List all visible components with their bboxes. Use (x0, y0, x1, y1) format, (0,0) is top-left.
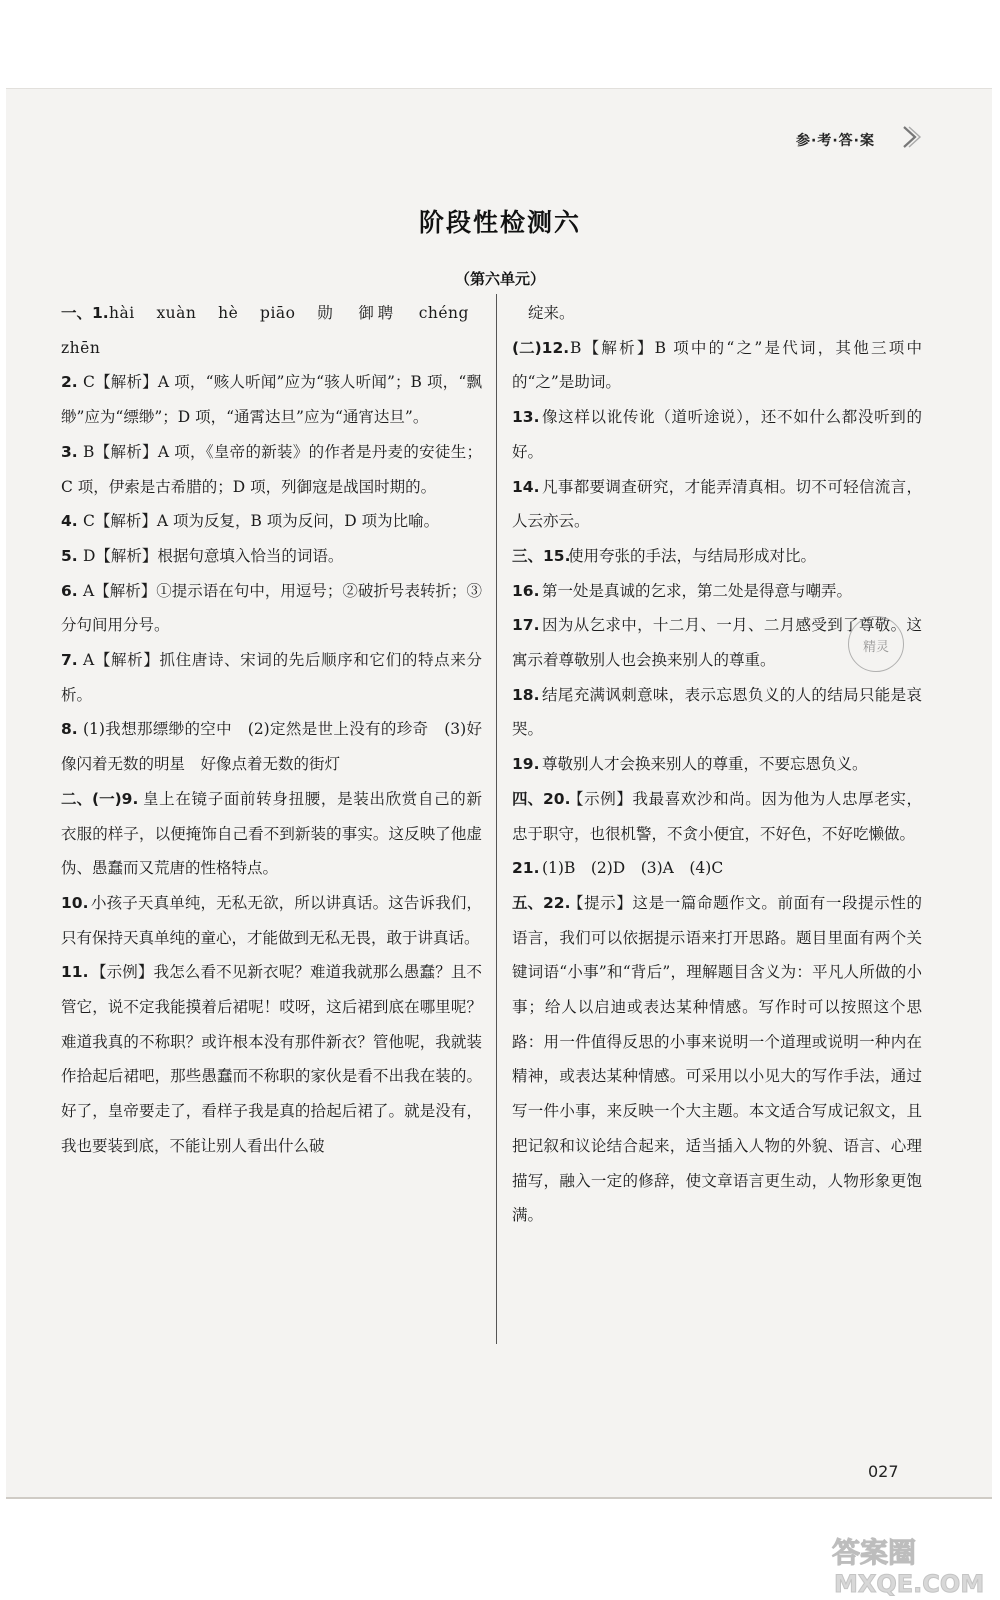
column-divider (496, 294, 497, 1344)
item-number: 17. (512, 616, 540, 635)
pinyin-word: piāo (260, 304, 296, 322)
item-text: 使用夸张的手法，与结局形成对比。 (568, 546, 817, 565)
answer-item (61, 782, 482, 886)
svg-text:MXQE.COM: MXQE.COM (834, 1570, 985, 1598)
answer-item (512, 747, 922, 782)
top-margin (0, 0, 1000, 90)
item-number: 18. (512, 685, 540, 704)
svg-text:答案圈: 答案圈 (832, 1536, 917, 1569)
pinyin-word: 御聘 (358, 304, 397, 322)
item-number: 五、22. (512, 893, 571, 912)
pinyin-word: hài (109, 304, 135, 322)
item-number: 7. (61, 651, 78, 670)
item-text: 凡事都要调查研究，才能弄清真相。切不可轻信流言，人云亦云。 (512, 477, 922, 531)
answer-item (61, 574, 482, 643)
item-number: 8. (61, 720, 78, 739)
answer-item-1 (61, 296, 482, 365)
answer-item (512, 678, 922, 747)
item-number: 4. (61, 512, 78, 531)
item-number: (二)12. (512, 338, 570, 357)
answer-item (61, 435, 482, 504)
item-text: B【解析】B 项中的“之”是代词，其他三项中的“之”是助词。 (512, 338, 922, 392)
item-text: C【解析】A 项，“赅人听闻”应为“骇人听闻”；B 项，“飘缈”应为“缥缈”；D 项，“通霄达旦”应为“通宵达旦”。 (61, 373, 482, 427)
item-number: 16. (512, 581, 540, 600)
item-number: 10. (61, 893, 89, 912)
item-number: 二、(一)9. (61, 789, 139, 808)
answer-item (61, 365, 482, 434)
item-number: 2. (61, 373, 78, 392)
stamp-seal (848, 616, 904, 672)
answer-item (512, 331, 922, 400)
answer-item (512, 400, 922, 469)
page-title: 阶段性检测六 (418, 208, 581, 237)
item-number: 14. (512, 477, 540, 496)
item-number: 6. (61, 581, 78, 600)
pinyin-word: 勋 (317, 304, 337, 322)
chevron-right-icon (898, 124, 924, 150)
page-number: 027 (868, 1462, 899, 1481)
item-text: (1)B (2)D (3)A (4)C (542, 859, 724, 878)
item-text: 【示例】我怎么看不见新衣呢？难道我就那么愚蠢？且不管它，说不定我能摸着后裙呢！哎呀，这后裙到底在哪里呢？难道我真的不称职？或许根本没有那件新衣？管他呢，我就装作拾起后裙吧，那些愚蠢而不称职的家伙是看不出我在装的。好了，皇帝要走了，看样子我是真的拾起后裙了。就是没有，我也要装到底，不能让别人看出什么破 (61, 963, 482, 1155)
item-number: 19. (512, 755, 540, 774)
item-number: 三、15. (512, 546, 571, 565)
answer-item (61, 712, 482, 781)
answer-item (61, 539, 482, 574)
item-text: B【解析】A 项，《皇帝的新装》的作者是丹麦的安徒生；C 项，伊索是古希腊的；D 项，列御寇是战国时期的。 (61, 442, 482, 496)
answer-item (512, 470, 922, 539)
left-column (61, 296, 482, 1164)
item-text: C【解析】A 项为反复，B 项为反问，D 项为比喻。 (83, 512, 440, 531)
item-text: 【提示】这是一篇命题作文。前面有一段提示性的语言，我们可以依据提示语来打开思路。题目里面有两个关键词语“小事”和“背后”，理解题目含义为：平凡人所做的小事；给人以启迪或表达某种情感。写作时可以按照这个思路：用一件值得反思的小事来说明一个道理或说明一种内在精神，或表达某种情感。可采用以小见大的写作手法，通过写一件小事，来反映一个大主题。本文适合写成记叙文，且把记叙和议论结合起来，适当插入人物的外貌、语言、心理描写，融入一定的修辞，使文章语言更生动，人物形象更饱满。 (512, 893, 922, 1225)
answer-item (512, 539, 922, 574)
answer-item (61, 504, 482, 539)
item-text: 小孩子天真单纯，无私无欲，所以讲真话。这告诉我们，只有保持天真单纯的童心，才能做到无私无畏，敢于讲真话。 (61, 893, 482, 947)
pinyin-answers (61, 296, 482, 365)
answer-item (512, 574, 922, 609)
watermark-logo (830, 1532, 990, 1598)
pinyin-word: zhēn (61, 338, 101, 357)
item-text: 像这样以讹传讹（道听途说），还不如什么都没听到的好。 (512, 408, 922, 461)
item-number: 3. (61, 442, 78, 461)
item-number: 11. (61, 963, 89, 982)
svg-text:精灵: 精灵 (862, 640, 890, 655)
pinyin-word: xuàn (156, 304, 197, 322)
answer-item (61, 886, 482, 955)
item-number: 21. (512, 859, 540, 878)
pinyin-word: hè (218, 304, 239, 322)
item-text: 【示例】我最喜欢沙和尚。因为他为人忠厚老实，忠于职守，也很机警，不贪小便宜，不好色，不好吃懒做。 (512, 789, 922, 843)
item-number: 13. (512, 408, 540, 427)
item-text: 因为从乞求中，十二月、一月、二月感受到了尊敬。这寓示着尊敬别人也会换来别人的尊重。 (512, 616, 922, 670)
right-column (512, 296, 922, 1233)
item-text: 皇上在镜子面前转身扭腰，是装出欣赏自己的新衣服的样子，以便掩饰自己看不到新装的事实。这反映了他虚伪、愚蠢而又荒唐的性格特点。 (61, 789, 482, 878)
item-number: 一、1. (61, 304, 109, 322)
answer-item (61, 955, 482, 1163)
answer-item (512, 851, 922, 886)
unit-subtitle: （第六单元） (454, 270, 545, 288)
answer-item (61, 643, 482, 712)
item-text: D【解析】根据句意填入恰当的词语。 (83, 546, 344, 565)
item-text: 第一处是真诚的乞求，第二处是得意与嘲弄。 (542, 581, 853, 600)
continuation-text: 绽来。 (528, 304, 575, 322)
item-number: 5. (61, 546, 78, 565)
item-text: 结尾充满讽刺意味，表示忘恩负义的人的结局只能是哀哭。 (512, 685, 922, 739)
item-text: 尊敬别人才会换来别人的尊重，不要忘恩负义。 (542, 755, 868, 774)
header-tag: 参·考·答·案 (796, 133, 875, 149)
item-text: (1)我想那缥缈的空中 (2)定然是世上没有的珍奇 (3)好像闪着无数的明星 好像点着无数的街灯 (61, 720, 482, 774)
item-text: A【解析】抓住唐诗、宋词的先后顺序和它们的特点来分析。 (61, 651, 482, 704)
item-number: 四、20. (512, 789, 571, 808)
answer-item (512, 886, 922, 1233)
pinyin-word: chéng (418, 304, 469, 322)
answer-item (512, 782, 922, 851)
item-text: A【解析】①提示语在句中，用逗号；②破折号表转折；③分句间用分号。 (61, 581, 482, 635)
